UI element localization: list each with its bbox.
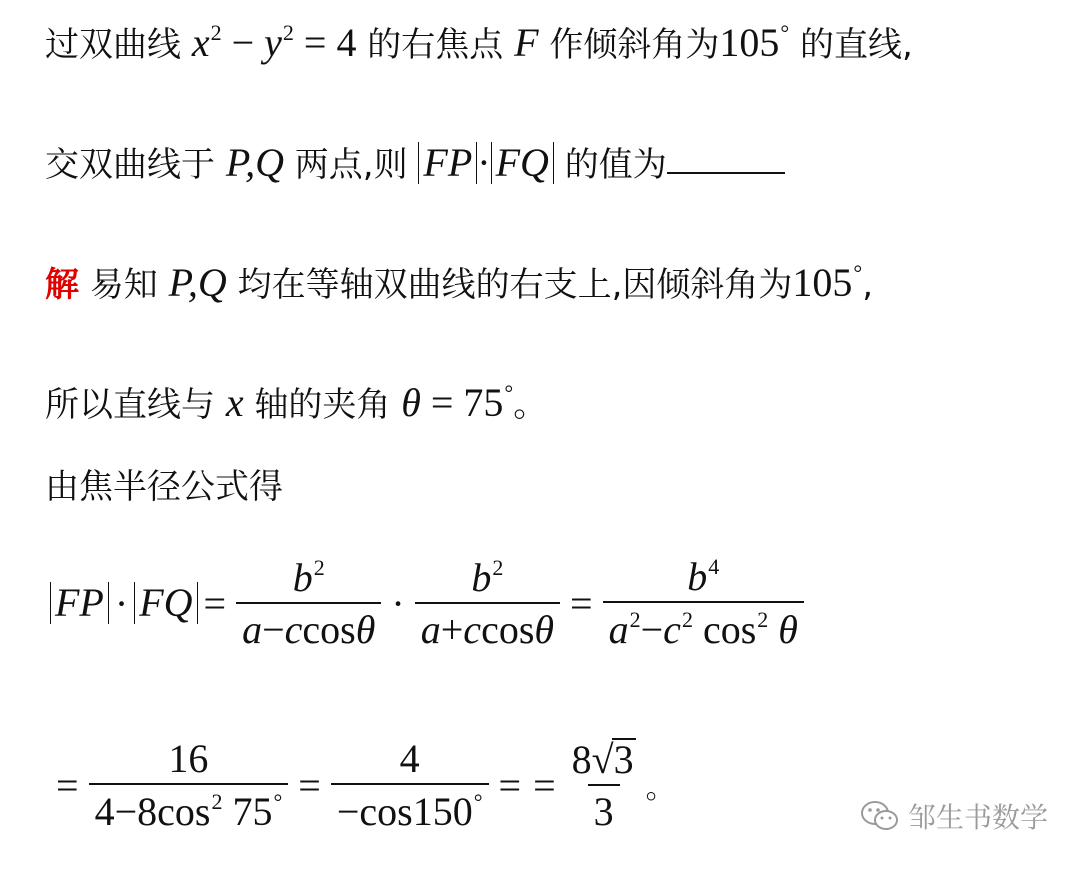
abs-FP: FP [50, 582, 109, 624]
solution-label: 解 [45, 265, 79, 305]
wechat-icon [860, 799, 900, 833]
x-axis-symbol: x [225, 380, 244, 425]
fraction-4: $\frac{16}{4-8\cos^2 75^\circ}$ [89, 739, 289, 832]
watermark-text: 邹生书数学 [907, 801, 1048, 834]
text: , [862, 265, 874, 305]
dot: · [114, 580, 129, 626]
points-PQ: P,Q [168, 260, 227, 305]
equals: = [533, 762, 556, 808]
theta-equals-75: θ = 75° [401, 380, 514, 425]
text: 轴的夹角 [254, 385, 391, 425]
text: 的直线, [799, 25, 913, 65]
equation-hyperbola: $x^2 - y^2 = 4$ [191, 20, 357, 65]
abs-FQ: FQ [134, 582, 197, 624]
text: 易知 [89, 265, 158, 305]
text: 。 [513, 385, 548, 425]
equals: = [56, 762, 79, 808]
text: 两点,则 [294, 145, 408, 185]
answer-blank [667, 171, 785, 174]
formula-row-2 [50, 735, 676, 834]
equals: = [298, 762, 321, 808]
fraction-3: $\frac{b^4}{a^2-c^2 \cos^2 \theta}$ [603, 556, 804, 650]
fraction-5: $\frac{4}{-\cos 150^\circ}$ [331, 739, 489, 832]
solution-line-1 [45, 262, 873, 303]
fraction-2: $\frac{b^2}{a+ccos\theta}$ [415, 557, 560, 650]
text: 作倾斜角为 [549, 25, 720, 65]
text: 所以直线与 [45, 385, 215, 425]
text: 的值为 [564, 145, 667, 185]
fraction-1: $\frac{b^2}{a-ccos\theta}$ [236, 557, 381, 650]
solution-line-3: 由焦半径公式得 [45, 467, 283, 507]
equals: = [570, 580, 593, 626]
text: 过双曲线 [45, 25, 181, 65]
fraction-6: $\frac{8√3}{3}$ [571, 737, 634, 834]
period: 。 [645, 772, 676, 805]
angle-105: 105° [792, 260, 863, 305]
dot: · [391, 580, 405, 626]
text: 交双曲线于 [45, 145, 215, 185]
angle-105: 105° [719, 20, 790, 65]
equals: = [203, 580, 227, 626]
formula-row-1 [50, 556, 808, 650]
problem-line-1 [45, 22, 913, 63]
points-PQ: P,Q [225, 140, 284, 185]
solution-line-2 [45, 382, 547, 423]
product-FP-FQ: FP · FQ [418, 140, 554, 185]
watermark [860, 796, 1048, 836]
equals: = [498, 762, 522, 808]
text: 均在等轴双曲线的右支上,因倾斜角为 [237, 265, 793, 305]
text: 的右焦点 [367, 25, 504, 65]
focus-F: F [514, 20, 539, 65]
problem-line-2 [45, 142, 785, 184]
